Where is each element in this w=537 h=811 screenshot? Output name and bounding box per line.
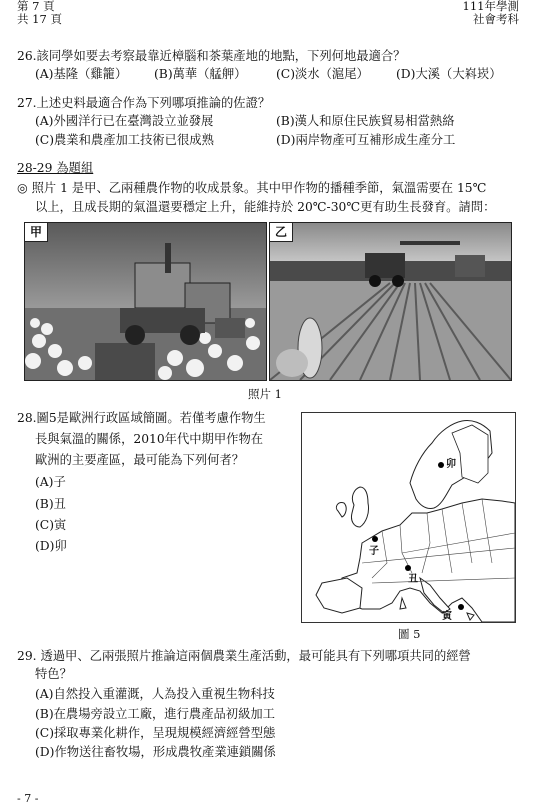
q29-option-a[interactable]: (A)自然投入重灌溉，人為投入重視生物科技 bbox=[35, 687, 275, 701]
q28-stem-line1: 28.圖5是歐洲行政區域簡圖。若僅考慮作物生 bbox=[17, 411, 266, 425]
q28-option-d[interactable]: (D)卯 bbox=[35, 539, 67, 553]
photo-a-tag: 甲 bbox=[25, 223, 48, 242]
q29-option-d[interactable]: (D)作物送往畜牧場，形成農牧產業連鎖關係 bbox=[35, 745, 276, 759]
q29-option-c[interactable]: (C)採取專業化耕作，呈現規模經濟經營型態 bbox=[35, 726, 276, 740]
total-pages: 共 17 頁 bbox=[17, 12, 62, 26]
group-title: 28-29 為題組 bbox=[17, 161, 94, 175]
page-footer: - 7 - bbox=[17, 792, 39, 805]
photo-b-tag: 乙 bbox=[270, 223, 293, 242]
map-label-zi: 子 bbox=[369, 546, 379, 557]
photo-corn-harvest bbox=[269, 222, 512, 381]
corn-harvest-image bbox=[270, 223, 511, 380]
q26-option-c[interactable]: (C)淡水（滬尾） bbox=[276, 67, 369, 81]
q26-stem: 26.該同學如要去考察最靠近樟腦和茶葉產地的地點，下列何地最適合？ bbox=[17, 49, 406, 63]
q27-option-a[interactable]: (A)外國洋行已在臺灣設立並發展 bbox=[35, 114, 214, 128]
q28-option-a[interactable]: (A)子 bbox=[35, 475, 66, 489]
map-label-yin: 寅 bbox=[442, 611, 452, 622]
europe-outline-map bbox=[302, 413, 515, 622]
exam-year: 111年學測 bbox=[462, 0, 519, 13]
europe-map bbox=[301, 412, 516, 623]
q29-option-b[interactable]: (B)在農場旁設立工廠，進行農產品初級加工 bbox=[35, 707, 275, 721]
q27-stem: 27.上述史料最適合作為下列哪項推論的佐證？ bbox=[17, 96, 271, 110]
photo-caption: 照片 1 bbox=[248, 387, 282, 401]
map-point-mao bbox=[438, 462, 444, 468]
map-label-mao: 卯 bbox=[446, 459, 456, 470]
q28-option-c[interactable]: (C)寅 bbox=[35, 518, 67, 532]
q26-option-a[interactable]: (A)基隆（雞籠） bbox=[35, 67, 128, 81]
q28-stem-line3: 歐洲的主要產區，最可能為下列何者？ bbox=[35, 453, 245, 467]
map-point-yin bbox=[458, 604, 464, 610]
q29-stem-line1: 29. 透過甲、乙兩張照片推論這兩個農業生產活動，最可能具有下列哪項共同的經營 bbox=[17, 649, 471, 663]
cotton-harvest-image bbox=[25, 223, 266, 380]
map-label-chou: 丑 bbox=[408, 574, 418, 585]
photo-cotton-harvest bbox=[24, 222, 267, 381]
group-intro-line1: ◎ 照片 1 是甲、乙兩種農作物的收成景象。其中甲作物的播種季節，氣溫需要在 15℃ bbox=[17, 181, 487, 195]
q27-option-b[interactable]: (B)漢人和原住民族貿易相當熱絡 bbox=[276, 114, 455, 128]
q26-option-b[interactable]: (B)萬華（艋舺） bbox=[154, 67, 247, 81]
subject: 社會考科 bbox=[473, 12, 519, 26]
q28-option-b[interactable]: (B)丑 bbox=[35, 497, 66, 511]
q27-option-d[interactable]: (D)兩岸物產可互補形成生產分工 bbox=[276, 133, 456, 147]
q28-stem-line2: 長與氣溫的關係，2010年代中期甲作物在 bbox=[35, 432, 264, 446]
map-caption: 圖 5 bbox=[398, 627, 421, 641]
q27-option-c[interactable]: (C)農業和農產加工技術已很成熟 bbox=[35, 133, 214, 147]
q29-stem-line2: 特色？ bbox=[35, 667, 72, 681]
page-number: 第 7 頁 bbox=[17, 0, 55, 13]
group-intro-line2: 以上，且成長期的氣溫還要穩定上升，能維持於 20℃-30℃更有助生長發育。請問： bbox=[35, 200, 496, 214]
q26-option-d[interactable]: (D)大溪（大嵙崁） bbox=[396, 67, 502, 81]
